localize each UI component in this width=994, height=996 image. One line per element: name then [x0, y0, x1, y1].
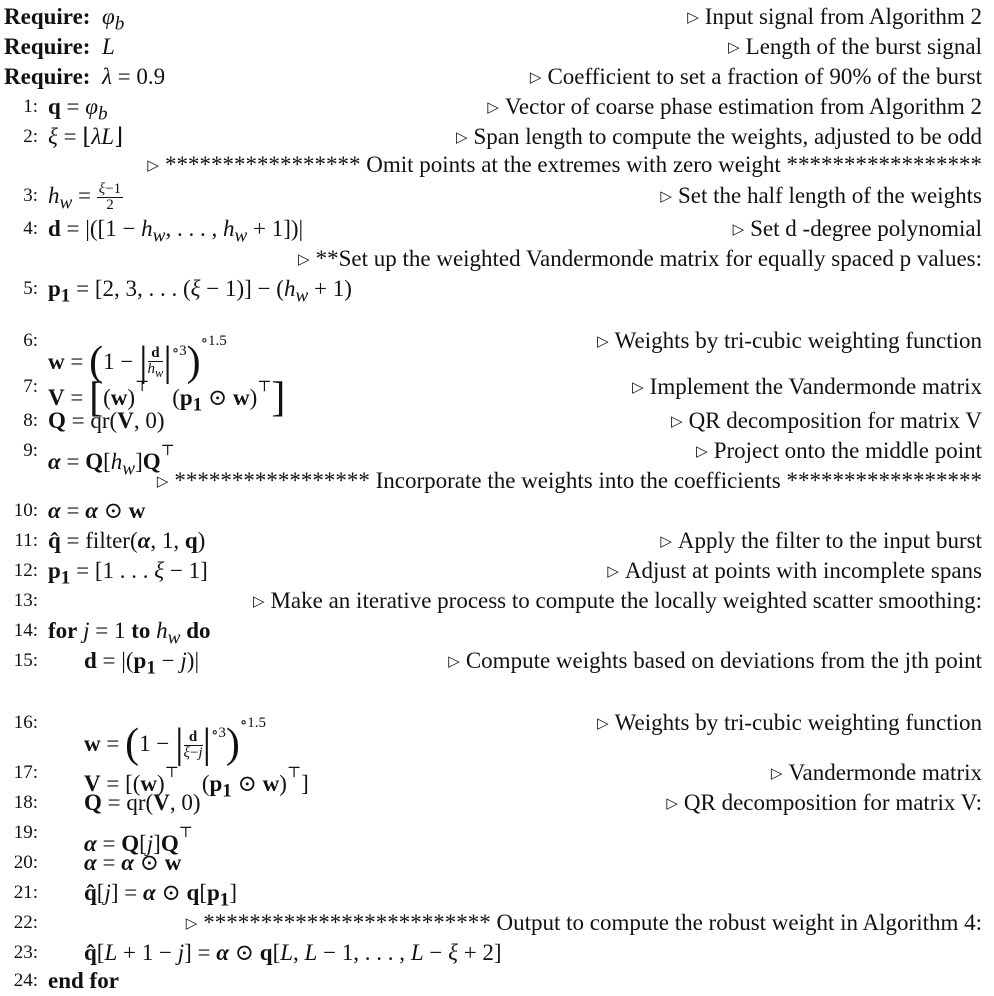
- algorithm-line: [0, 878, 988, 911]
- comment-triangle-icon: ▷: [607, 564, 619, 580]
- line-number: 2:: [23, 126, 38, 147]
- expr: for j = 1 to $h_w$ do: [48, 618, 211, 649]
- algorithm-comment-line: [0, 244, 988, 274]
- comment: Make an iterative process to compute the locally weighted scatter smoothing:: [270, 588, 982, 613]
- line-number: 8:: [23, 410, 38, 431]
- algorithm-line: [0, 848, 988, 878]
- algorithm-line: [0, 938, 988, 968]
- algorithm-line: [0, 274, 988, 307]
- expr: w = (1 − | $\frac{d}{\xi-j}$ $|^{\circ 3})^{\circ 1.5}$: [84, 715, 266, 767]
- line-number: 24:: [13, 970, 38, 991]
- algorithm-line: [0, 788, 988, 818]
- line-number: 21:: [13, 882, 38, 903]
- expr: $p_1 = [2$, 3, . . . $(\xi - 1)] - (h_w + 1)$: [48, 276, 352, 307]
- line-number: 4:: [23, 218, 38, 239]
- comment-triangle-icon: ▷: [455, 130, 468, 146]
- comment: ***************** Omit points at the extremes with zero weight *****************: [164, 152, 982, 177]
- comment: ***************** Incorporate the weights into the coefficients *****************: [174, 468, 982, 493]
- comment-triangle-icon: ▷: [666, 796, 678, 812]
- comment-triangle-icon: ▷: [597, 334, 609, 350]
- comment: Set the half length of the weights: [677, 183, 982, 208]
- comment-triangle-icon: ▷: [660, 189, 672, 205]
- comment-triangle-icon: ▷: [687, 10, 699, 26]
- algorithm-line: [0, 556, 988, 589]
- comment: Coefficient to set a fraction of 90% of the burst: [547, 64, 982, 89]
- comment: QR decomposition for matrix V:: [683, 790, 982, 815]
- algorithm-line: [0, 586, 988, 616]
- comment: QR decomposition for matrix V: [688, 408, 982, 433]
- line-number: 17:: [13, 762, 38, 783]
- require-line: [0, 32, 988, 62]
- comment-triangle-icon: ▷: [728, 40, 740, 56]
- comment-triangle-icon: ▷: [632, 380, 644, 396]
- expr: $h_w$ = $\frac{\xi-1}{2}$: [48, 181, 122, 214]
- algorithm-line: [0, 496, 988, 526]
- line-number: 14:: [13, 620, 38, 641]
- comment: Apply the filter to the input burst: [677, 528, 982, 553]
- line-number: 23:: [13, 942, 38, 963]
- expr: ξ = ⌊λL⌋: [48, 124, 124, 149]
- comment: Vector of coarse phase estimation from Algorithm 2: [504, 94, 982, 119]
- expr: λ = 0.9: [101, 64, 166, 89]
- require-line: [0, 2, 988, 35]
- line-number: 16:: [13, 712, 38, 733]
- comment: Project onto the middle point: [713, 438, 982, 463]
- algorithm-line: [0, 436, 988, 480]
- expr: V = [(w)⊤ ($p_1$ ⊙ w)⊤]: [84, 765, 309, 802]
- comment-triangle-icon: ▷: [448, 654, 460, 670]
- comment-triangle-icon: ▷: [252, 594, 265, 610]
- comment: Length of the burst signal: [745, 34, 982, 59]
- algorithm-line: [0, 526, 988, 556]
- algorithm-line: [0, 758, 988, 802]
- comment-triangle-icon: ▷: [770, 766, 783, 782]
- comment: Input signal from Algorithm 2: [704, 4, 982, 29]
- line-number: 19:: [13, 822, 38, 843]
- algorithm-line: [0, 908, 988, 938]
- comment: Compute weights based on deviations from the jth point: [465, 648, 982, 673]
- comment-triangle-icon: ▷: [696, 444, 708, 460]
- comment: Weights by tri-cubic weighting function: [614, 328, 982, 353]
- comment-triangle-icon: ▷: [156, 474, 169, 490]
- expr: L: [101, 34, 115, 59]
- algorithm-line: [0, 966, 988, 996]
- comment-triangle-icon: ▷: [298, 252, 310, 268]
- algorithm-comment-line: [0, 150, 988, 180]
- line-number: 1:: [23, 96, 38, 117]
- require-line: [0, 62, 988, 92]
- comment-triangle-icon: ▷: [487, 100, 499, 116]
- expr: $d = |([1 - h_w$, . . . , $h_w + 1])|$: [48, 216, 304, 247]
- expr: $d = |(p_1 - j)|$: [84, 648, 200, 679]
- line-number: 18:: [13, 792, 38, 813]
- algorithm-line: [0, 616, 988, 649]
- expr: Q = qr(V, 0): [48, 408, 165, 433]
- expr: $\alpha = Q[h_w]Q^⊤$: [48, 443, 175, 480]
- comment-triangle-icon: ▷: [660, 534, 672, 550]
- expr: q̂[j] = α ⊙ $q[p_1]$: [84, 880, 238, 911]
- expr: α = α ⊙ w: [48, 498, 146, 523]
- algorithm-line: [0, 122, 988, 152]
- expr: q̂ = filter(α, 1, q): [48, 528, 206, 553]
- comment-triangle-icon: ▷: [597, 716, 609, 732]
- algorithm-line: [0, 646, 988, 679]
- comment: Implement the Vandermonde matrix: [649, 374, 982, 399]
- line-number: 3:: [23, 185, 38, 206]
- expr: $p_1 = [1$ . . . ξ − 1]: [48, 558, 208, 589]
- require-keyword: Require:: [4, 34, 91, 59]
- comment: Vandermonde matrix: [788, 760, 982, 785]
- line-number: 13:: [13, 590, 38, 611]
- algorithm-line: [0, 818, 988, 856]
- line-number: 11:: [14, 530, 38, 551]
- line-number: 10:: [13, 500, 38, 521]
- comment: **Set up the weighted Vandermonde matrix for equally spaced p values:: [315, 246, 982, 271]
- comment: Set d -degree polynomial: [750, 216, 982, 241]
- line-number: 15:: [13, 650, 38, 671]
- line-number: 5:: [23, 278, 38, 299]
- comment: Weights by tri-cubic weighting function: [614, 710, 982, 735]
- expr: $q = \varphi_b$: [48, 94, 108, 125]
- comment-triangle-icon: ▷: [147, 158, 159, 174]
- line-number: 12:: [13, 560, 38, 581]
- comment-triangle-icon: ▷: [732, 222, 745, 238]
- algorithm-line: [0, 708, 988, 767]
- comment: Span length to compute the weights, adjusted to be odd: [473, 124, 982, 149]
- line-number: 9:: [23, 440, 38, 461]
- require-keyword: Require:: [4, 64, 91, 89]
- expr: α = Q[j]Q⊤: [84, 825, 193, 856]
- comment-triangle-icon: ▷: [671, 414, 683, 430]
- expr: q̂[L + 1 − j] = α ⊙ q[L, L − 1, . . . , L − ξ + 2]: [84, 940, 502, 965]
- expr: Q = qr(V, 0): [84, 790, 201, 815]
- expr: α = α ⊙ w: [84, 850, 182, 875]
- line-number: 7:: [23, 376, 38, 397]
- algorithm-line: [0, 92, 988, 125]
- require-keyword: Require:: [4, 4, 91, 29]
- algorithm-line: [0, 406, 988, 436]
- algorithm-line: [0, 326, 988, 385]
- expr: w = (1 − | $\frac{d}{h_w}$ $|^{\circ 3})^{\circ 1.5}$: [48, 333, 227, 385]
- comment: Adjust at points with incomplete spans: [624, 558, 982, 583]
- comment-triangle-icon: ▷: [185, 916, 198, 932]
- line-number: 6:: [23, 330, 38, 351]
- expr: $\varphi_b$: [101, 4, 125, 35]
- algorithm-comment-line: [0, 466, 988, 496]
- expr: end for: [48, 968, 119, 993]
- comment: ************************* Output to compute the robust weight in Algorithm 4:: [203, 910, 982, 935]
- expr: V = [(w)⊤ ($p_1$ ⊙ w)⊤]: [48, 375, 286, 421]
- line-number: 20:: [13, 852, 38, 873]
- algorithm-line: [0, 181, 988, 214]
- line-number: 22:: [13, 912, 38, 933]
- algorithm-line: [0, 214, 988, 247]
- comment-triangle-icon: ▷: [529, 70, 542, 86]
